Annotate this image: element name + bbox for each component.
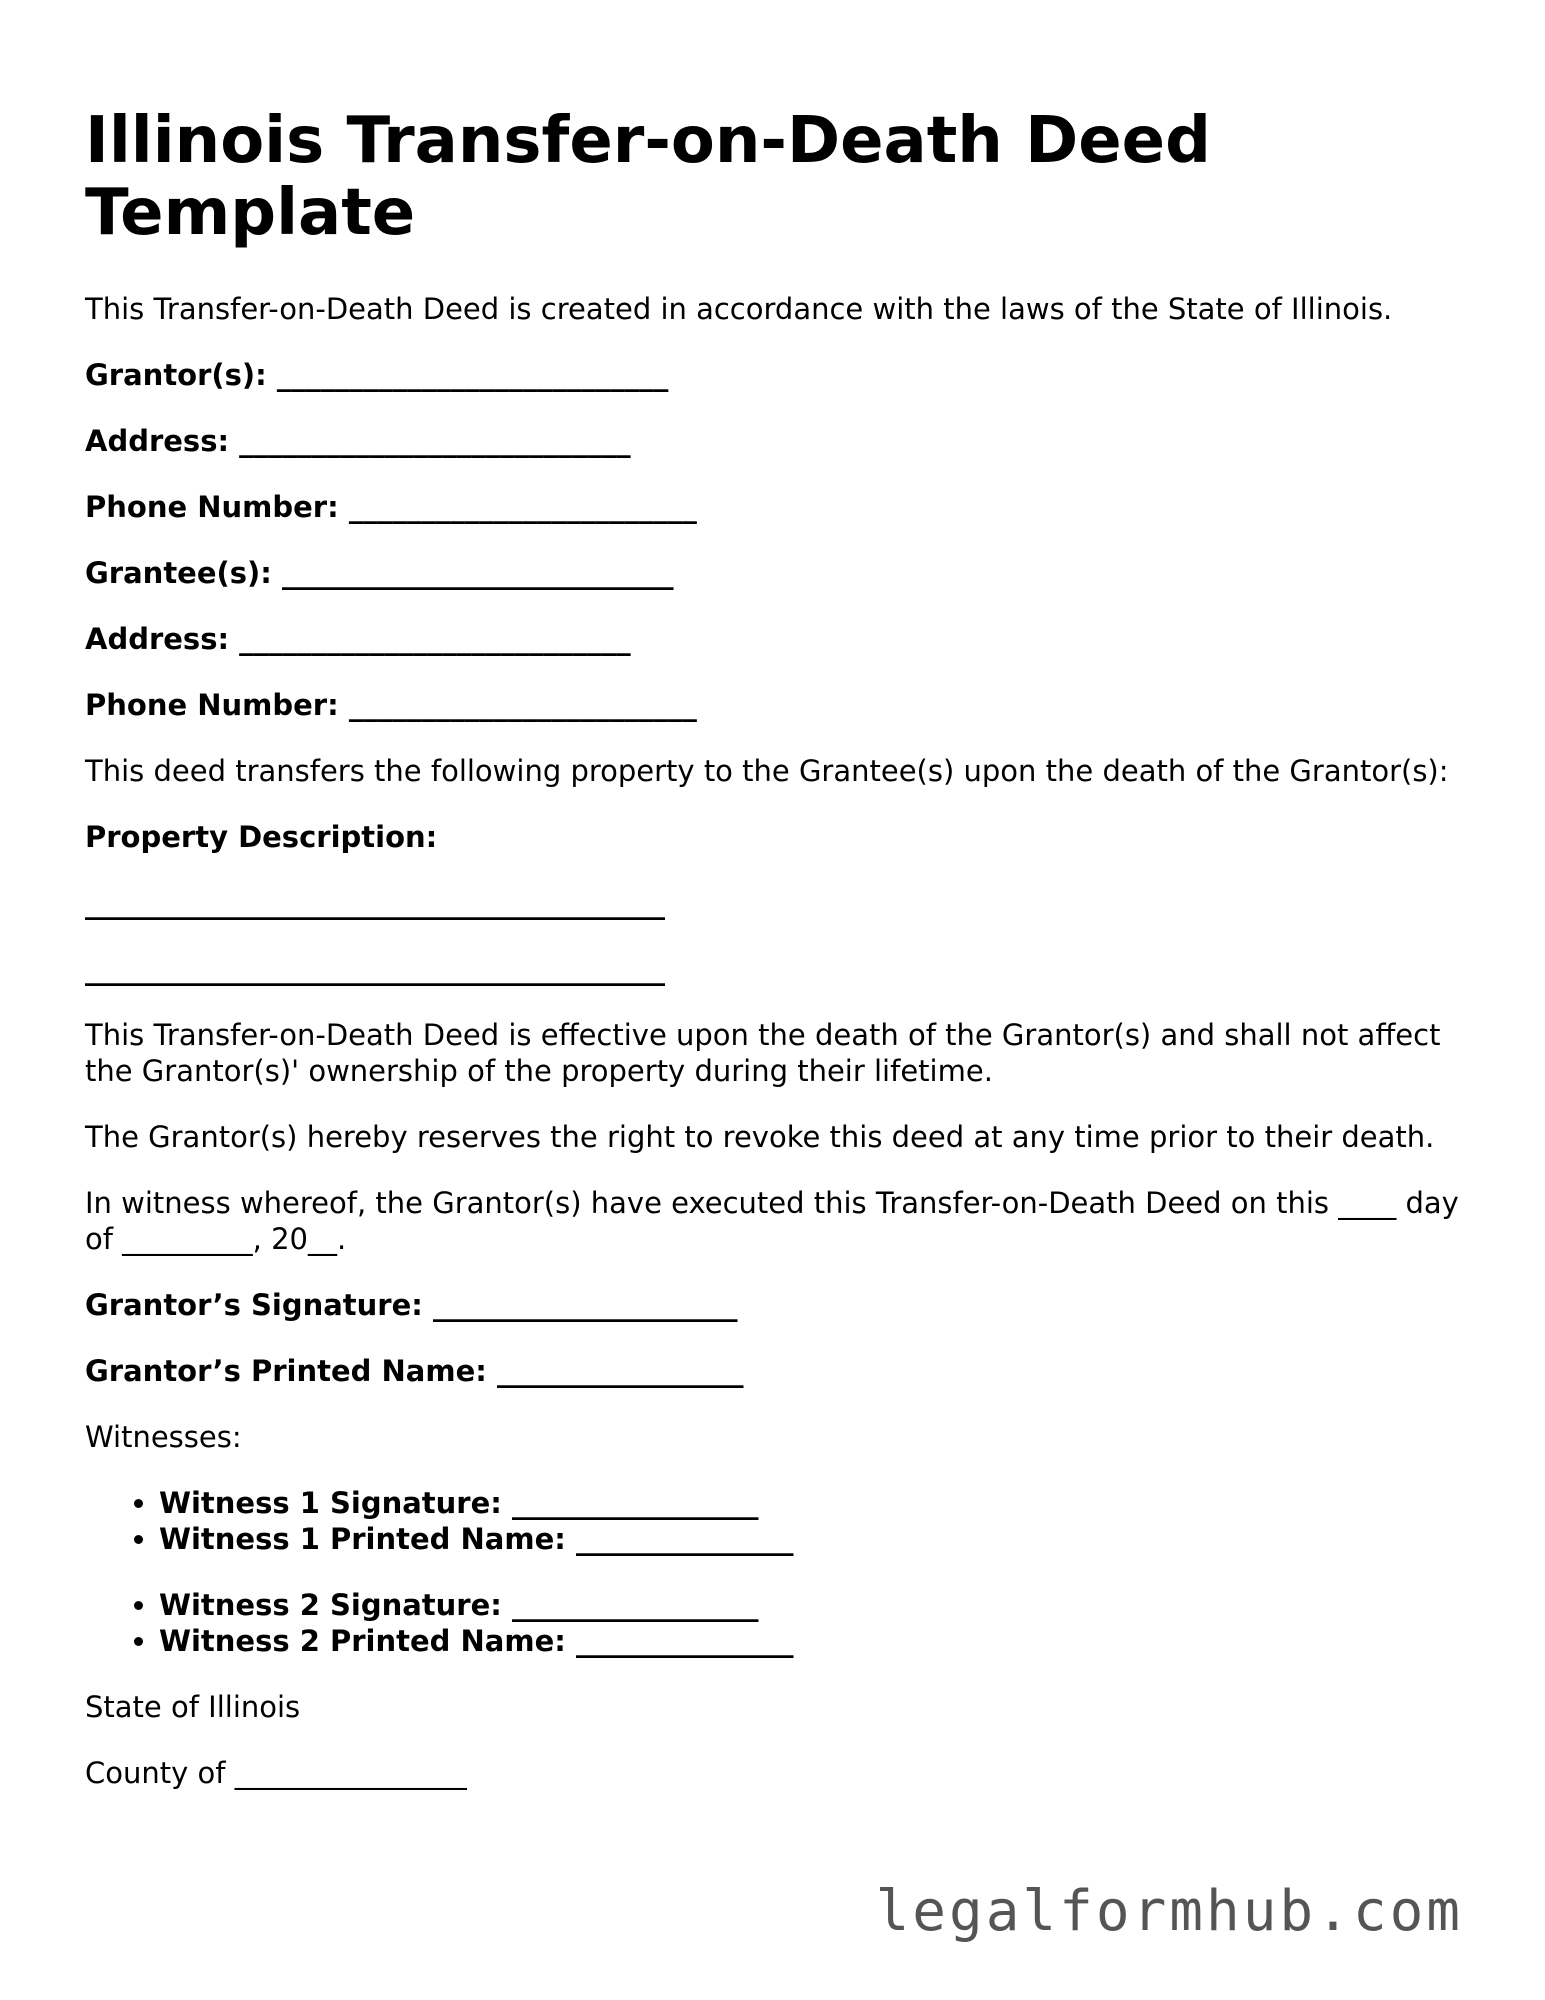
grantee-field — [85, 555, 1465, 591]
field-label: Grantor’s Signature: — [85, 1288, 423, 1322]
grantee-address-field — [85, 621, 1465, 657]
document-page — [85, 105, 1465, 1821]
field-label: Witness 1 Signature: — [159, 1486, 502, 1520]
list-item — [159, 1587, 1465, 1623]
witness-1-printed-name-blank: _______________ — [575, 1522, 794, 1556]
transfer-statement: This deed transfers the following property to the Grantee(s) upon the death of the Grantor(s): — [85, 754, 1449, 788]
grantee-blank: ___________________________ — [282, 556, 674, 590]
effective-statement: This Transfer-on-Death Deed is effective upon the death of the Grantor(s) and shall not affect the Grantor(s)' ownership of the property during their lifetime. — [85, 1018, 1441, 1088]
county-line — [85, 1755, 1465, 1791]
grantor-field — [85, 357, 1465, 393]
grantor-printed-name-blank: _________________ — [496, 1354, 744, 1388]
field-label: Witness 1 Printed Name: — [159, 1522, 566, 1556]
witness-2-signature-blank: _________________ — [511, 1588, 759, 1622]
field-label: Phone Number: — [85, 688, 339, 722]
grantor-signature-field — [85, 1287, 1465, 1323]
grantor-phone-blank: ________________________ — [348, 490, 697, 524]
witness-1-list — [85, 1485, 1465, 1557]
county-blank: ________________ — [234, 1756, 467, 1790]
intro-text: This Transfer-on-Death Deed is created in accordance with the laws of the State of Illinois. — [85, 292, 1393, 326]
property-description-heading: Property Description: — [85, 820, 438, 854]
field-label: Grantor’s Printed Name: — [85, 1354, 487, 1388]
field-label: Witness 2 Signature: — [159, 1588, 502, 1622]
property-description-lines — [85, 885, 1465, 987]
grantor-printed-name-field — [85, 1353, 1465, 1389]
witnesses-label: Witnesses: — [85, 1420, 242, 1454]
grantor-address-blank: ___________________________ — [239, 424, 631, 458]
witness-statement: In witness whereof, the Grantor(s) have executed this Transfer-on-Death Deed on this ____ day of _________, 20__. — [85, 1186, 1459, 1256]
property-line-2: ________________________________________ — [85, 952, 665, 986]
page-title: Illinois Transfer-on-Death Deed Template — [85, 104, 1211, 250]
field-label: Grantee(s): — [85, 556, 272, 590]
list-item — [159, 1485, 1465, 1521]
state-line: State of Illinois — [85, 1690, 301, 1724]
grantor-address-field — [85, 423, 1465, 459]
revoke-statement: The Grantor(s) hereby reserves the right to revoke this deed at any time prior to their death. — [85, 1120, 1435, 1154]
field-label: Phone Number: — [85, 490, 339, 524]
grantor-phone-field — [85, 489, 1465, 525]
grantor-blank: ___________________________ — [276, 358, 669, 392]
witness-1-signature-blank: _________________ — [511, 1486, 759, 1520]
property-line-1: ________________________________________ — [85, 886, 665, 920]
field-label: Grantor(s): — [85, 358, 267, 392]
grantor-signature-blank: _____________________ — [433, 1288, 738, 1322]
witness-2-printed-name-blank: _______________ — [575, 1624, 794, 1658]
site-watermark: legalformhub.com — [875, 1879, 1463, 1944]
list-item — [159, 1623, 1465, 1659]
grantee-phone-blank: ________________________ — [348, 688, 697, 722]
field-label: Address: — [85, 622, 230, 656]
list-item — [159, 1521, 1465, 1557]
grantee-phone-field — [85, 687, 1465, 723]
county-label: County of — [85, 1756, 226, 1790]
field-label: Witness 2 Printed Name: — [159, 1624, 566, 1658]
grantee-address-blank: ___________________________ — [239, 622, 631, 656]
witness-2-list — [85, 1587, 1465, 1659]
field-label: Address: — [85, 424, 230, 458]
